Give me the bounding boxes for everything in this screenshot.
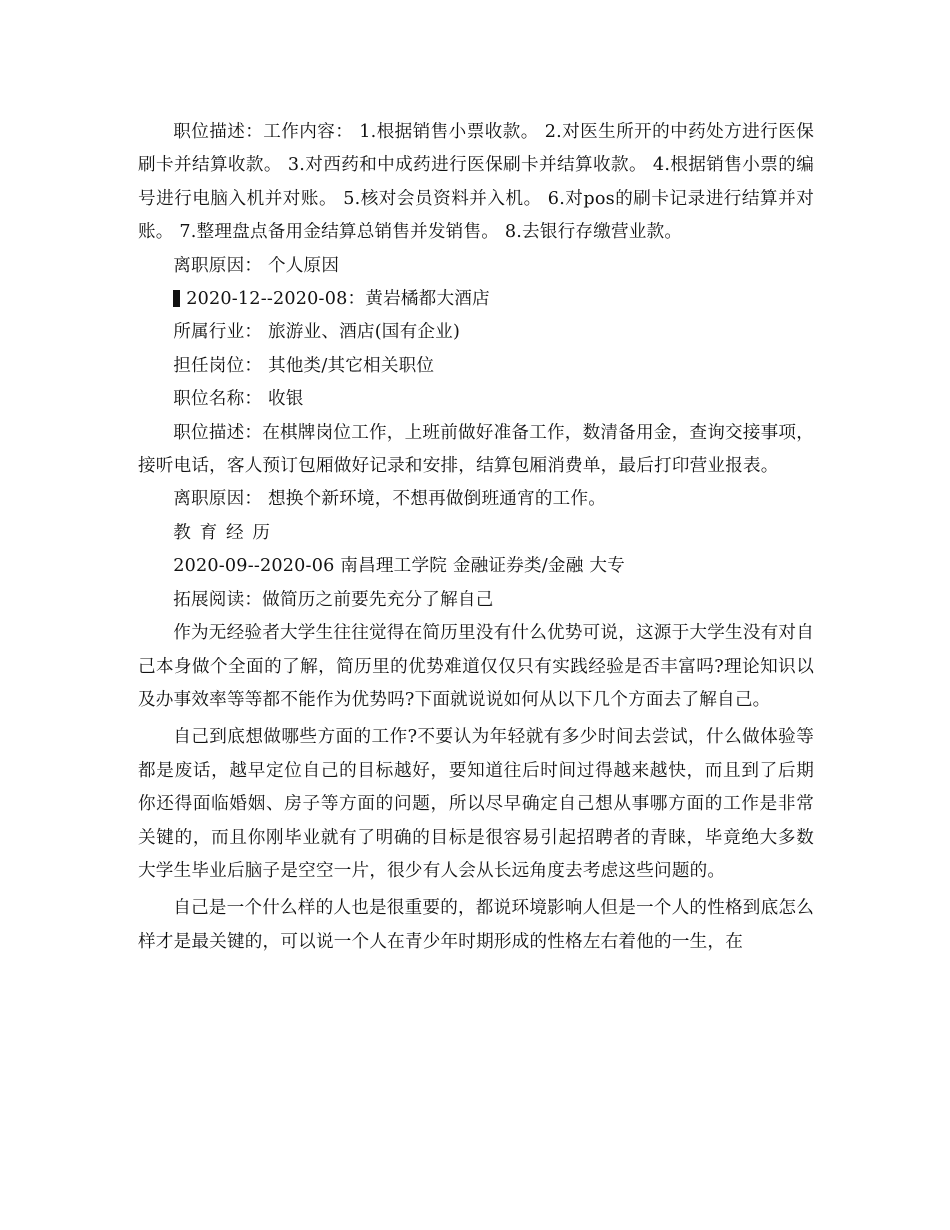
job2-description: 职位描述：在棋牌岗位工作，上班前做好准备工作，数清备用金，查询交接事项，接听电话，客人预订包厢做好记录和安排，结算包厢消费单，最后打印营业报表。 (138, 422, 814, 477)
extended-reading-paragraph-3: 自己是一个什么样的人也是很重要的，都说环境影响人但是一个人的性格到底怎么样才是最关键的，可以说一个人在青少年时期形成的性格左右着他的一生，在 (138, 898, 814, 952)
extended-reading-paragraph-2: 自己到底想做哪些方面的工作?不要认为年轻就有多少时间去尝试，什么做体验等都是废话，越早定位自己的目标越好，要知道往后时间过得越来越快，而且到了后期你还得面临婚姻、房子等方面的问题，所以尽早确定自己想从事哪方面的工作是非常关键的，而且你刚毕业就有了明确的目标是很容易引起招聘者的青睐，毕竟绝大多数大学生毕业后脑子是空空一片，很少有人会从长远角度去考虑这些问题的。 (138, 727, 814, 881)
job2-industry: 所属行业： 旅游业、酒店(国有企业) (173, 322, 461, 343)
education-heading-text: 教育经历 (173, 522, 279, 543)
job2-header-text: 2020-12--2020-08：黄岩橘都大酒店 (186, 289, 490, 310)
job2-position: 担任岗位： 其他类/其它相关职位 (173, 355, 435, 376)
job2-title: 职位名称： 收银 (173, 389, 304, 410)
job2-leave-reason: 离职原因： 想换个新环境，不想再做倒班通宵的工作。 (173, 489, 607, 510)
job2-header (138, 283, 814, 316)
document-body (138, 116, 814, 959)
extended-reading-paragraph-1: 作为无经验者大学生往往觉得在简历里没有什么优势可说，这源于大学生没有对自己本身做个全面的了解，简历里的优势难道仅仅只有实践经验是否丰富吗?理论知识以及办事效率等等都不能作为优势吗?下面就说说如何从以下几个方面去了解自己。 (138, 623, 814, 710)
bullet-square-icon (173, 290, 180, 307)
job1-leave-reason: 离职原因： 个人原因 (173, 255, 340, 276)
education-heading (138, 517, 814, 550)
job1-description: 职位描述：工作内容： 1.根据销售小票收款。 2.对医生所开的中药处方进行医保刷卡并结算收款。 3.对西药和中成药进行医保刷卡并结算收款。 4.根据销售小票的编号进行电脑入机并对账。 5.核对会员资料并入机。 6.对pos的刷卡记录进行结算并对账。 7.整理盘点备用金结算总销售并发销售。 8.去银行存缴营业款。 (138, 122, 814, 243)
education-entry: 2020-09--2020-06 南昌理工学院 金融证券类/金融 大专 (173, 556, 625, 577)
extended-reading-heading: 拓展阅读：做简历之前要先充分了解自己 (173, 589, 494, 610)
